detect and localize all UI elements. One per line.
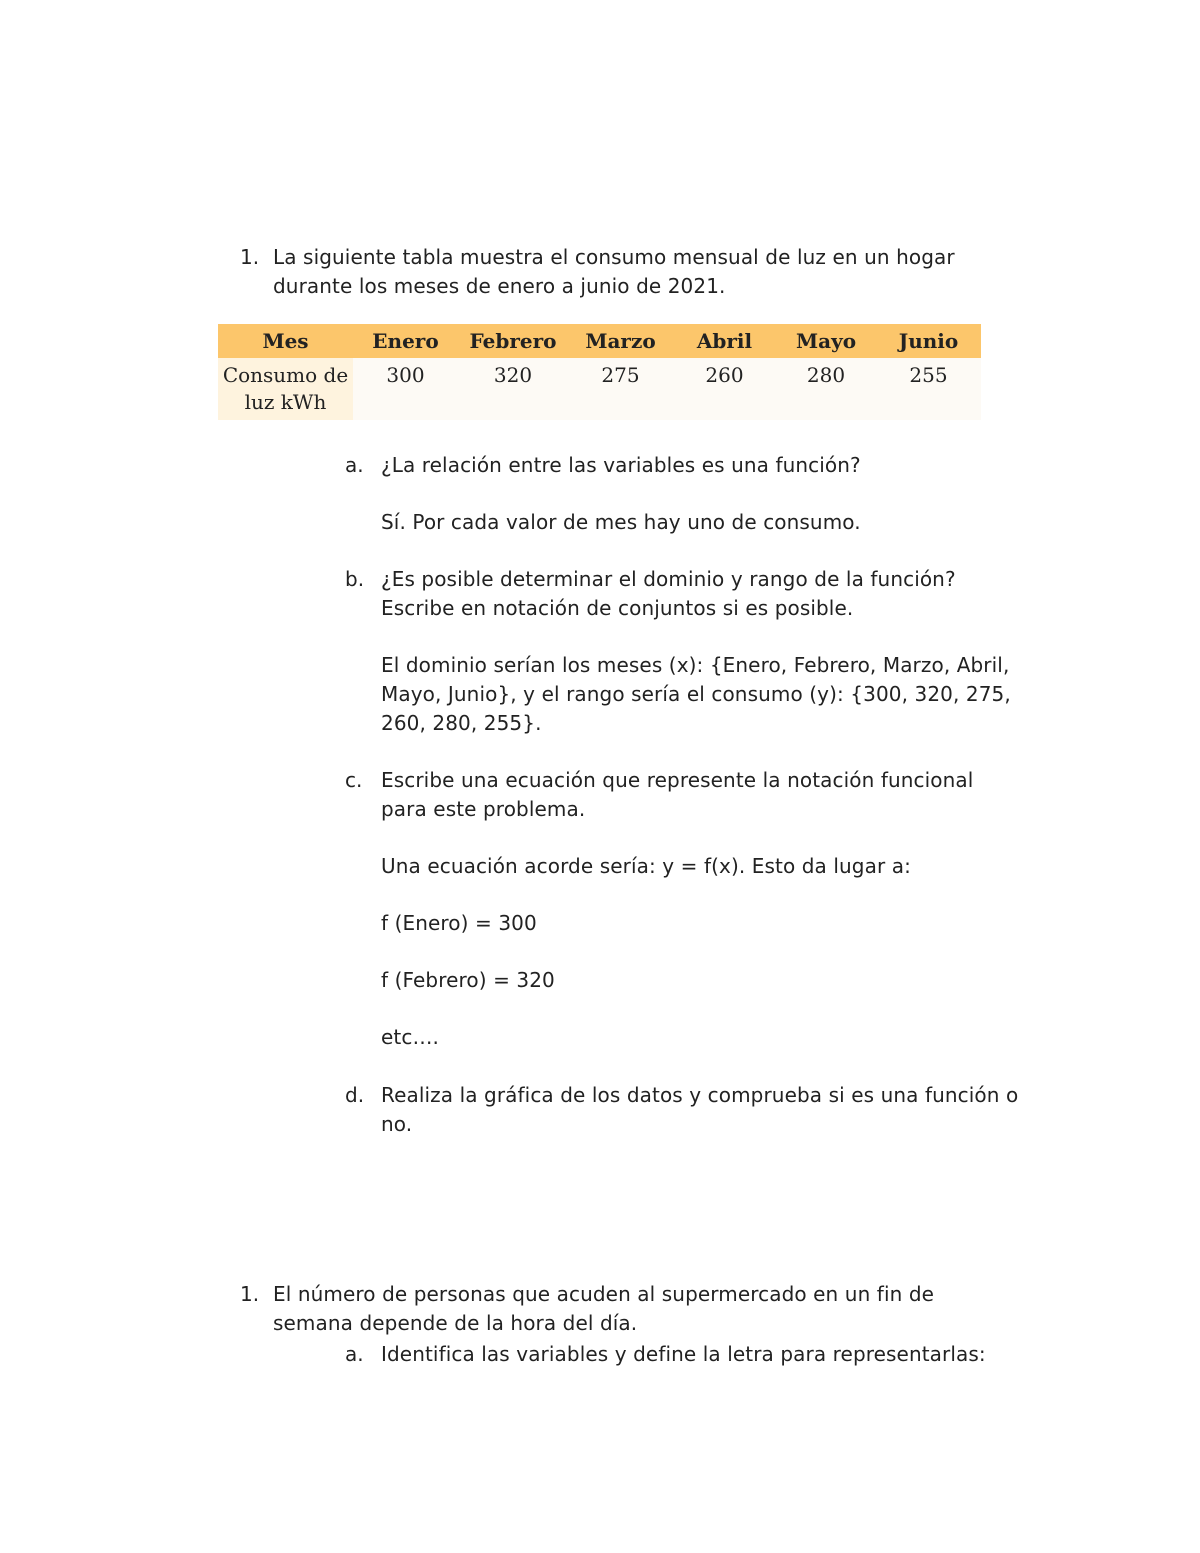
question-2-text-line-1: El número de personas que acuden al supermercado en un fin de [273,1282,935,1306]
subquestion-b-answer-line-1: El dominio serían los meses (x): {Enero, Febrero, Marzo, Abril, [381,653,1010,677]
subquestion-letter-a: a. [345,453,364,477]
subquestion-d-text-line-1: Realiza la gráfica de los datos y comprueba si es una función o [381,1083,1019,1107]
row-label-line: luz kWh [244,390,327,414]
table-row [218,358,981,420]
question-2-text-line-2: semana depende de la hora del día. [273,1311,638,1335]
value-cell: 280 [776,358,876,420]
question-text-line-1: La siguiente tabla muestra el consumo mensual de luz en un hogar [273,245,955,269]
header-cell: Abril [673,324,776,358]
question-text-line-2: durante los meses de enero a junio de 2021. [273,274,726,298]
subquestion-a-answer: Sí. Por cada valor de mes hay uno de consumo. [381,510,861,534]
subquestion-c-text-line-2: para este problema. [381,797,586,821]
row-label-line: Consumo de [222,363,349,387]
function-value-febrero: f (Febrero) = 320 [381,968,555,992]
header-cell: Febrero [458,324,568,358]
subquestion-b-text-line-2: Escribe en notación de conjuntos si es posible. [381,596,854,620]
row-label-cell [218,358,353,420]
question-2-subquestion-a-text: Identifica las variables y define la letra para representarlas: [381,1342,986,1366]
value-cell: 260 [673,358,776,420]
value-cell: 300 [353,358,458,420]
function-value-enero: f (Enero) = 300 [381,911,537,935]
subquestion-c-answer: Una ecuación acorde sería: y = f(x). Esto da lugar a: [381,854,911,878]
subquestion-a-text: ¿La relación entre las variables es una función? [381,453,861,477]
value-cell: 255 [876,358,981,420]
subquestion-letter-d: d. [345,1083,365,1107]
subquestion-letter-c: c. [345,768,363,792]
subquestion-d-text-line-2: no. [381,1112,413,1136]
subquestion-b-answer-line-3: 260, 280, 255}. [381,711,542,735]
value-cell: 320 [458,358,568,420]
question-number: 1. [240,1282,260,1306]
header-cell: Enero [353,324,458,358]
etc-text: etc…. [381,1025,439,1049]
consumption-table [218,324,981,420]
subquestion-c-text-line-1: Escribe una ecuación que represente la notación funcional [381,768,974,792]
header-cell: Mes [218,324,353,358]
subquestion-b-text-line-1: ¿Es posible determinar el dominio y rango de la función? [381,567,956,591]
subquestion-b-answer-line-2: Mayo, Junio}, y el rango sería el consumo (y): {300, 320, 275, [381,682,1011,706]
question-number: 1. [240,245,260,269]
header-cell: Mayo [776,324,876,358]
header-cell: Junio [876,324,981,358]
header-cell: Marzo [568,324,673,358]
table-header-row [218,324,981,358]
subquestion-letter-a: a. [345,1342,364,1366]
value-cell: 275 [568,358,673,420]
subquestion-letter-b: b. [345,567,365,591]
